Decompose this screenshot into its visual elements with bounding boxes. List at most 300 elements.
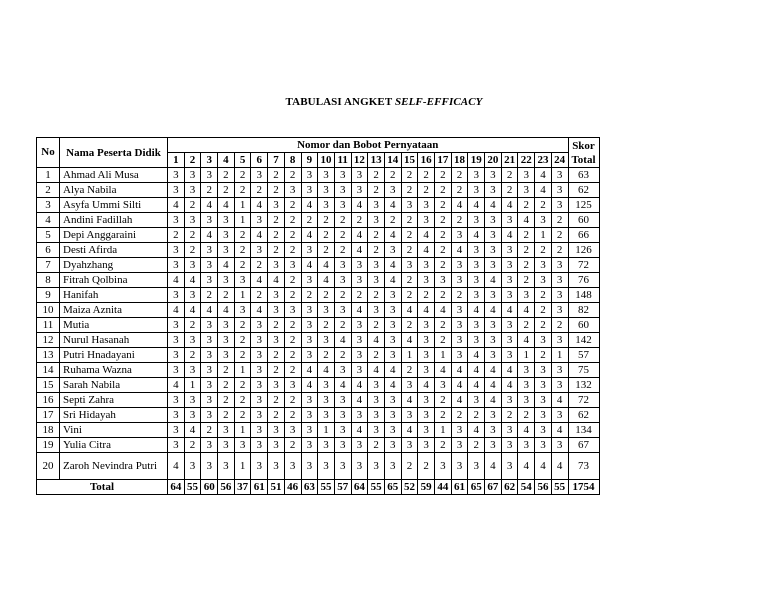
score-cell: 3: [535, 423, 552, 438]
table-row: [37, 168, 600, 183]
score-cell: 2: [535, 348, 552, 363]
score-cell: 4: [401, 333, 418, 348]
score-cell: 2: [401, 453, 418, 480]
score-cell: 4: [368, 333, 385, 348]
column-total: 65: [468, 480, 485, 495]
student-name: Septi Zahra: [60, 393, 168, 408]
student-name: Ruhama Wazna: [60, 363, 168, 378]
score-cell: 1: [435, 348, 452, 363]
score-cell: 2: [518, 198, 535, 213]
score-cell: 3: [368, 453, 385, 480]
score-cell: 3: [551, 333, 568, 348]
score-cell: 4: [351, 303, 368, 318]
score-cell: 4: [168, 453, 185, 480]
score-cell: 4: [301, 198, 318, 213]
score-cell: 4: [535, 453, 552, 480]
score-cell: 4: [501, 198, 518, 213]
score-cell: 3: [168, 423, 185, 438]
score-cell: 3: [334, 198, 351, 213]
score-cell: 3: [384, 453, 401, 480]
score-cell: 2: [401, 288, 418, 303]
score-cell: 4: [468, 378, 485, 393]
score-cell: 2: [551, 228, 568, 243]
score-cell: 2: [435, 228, 452, 243]
score-cell: 4: [334, 378, 351, 393]
header-item-20: 20: [485, 153, 502, 168]
score-cell: 3: [251, 378, 268, 393]
score-cell: 3: [501, 273, 518, 288]
score-cell: 3: [184, 408, 201, 423]
score-cell: 3: [451, 258, 468, 273]
score-cell: 3: [218, 213, 235, 228]
score-cell: 2: [401, 318, 418, 333]
score-cell: 4: [184, 423, 201, 438]
column-total: 55: [184, 480, 201, 495]
row-total: 63: [568, 168, 599, 183]
score-cell: 2: [334, 288, 351, 303]
student-name: Mutia: [60, 318, 168, 333]
score-cell: 3: [201, 243, 218, 258]
score-cell: 3: [334, 438, 351, 453]
score-cell: 2: [318, 228, 335, 243]
score-cell: 3: [318, 393, 335, 408]
score-cell: 2: [435, 183, 452, 198]
score-cell: 4: [418, 303, 435, 318]
score-cell: 4: [468, 303, 485, 318]
score-cell: 2: [268, 393, 285, 408]
table-row: [37, 183, 600, 198]
score-cell: 1: [551, 348, 568, 363]
header-item-19: 19: [468, 153, 485, 168]
score-cell: 3: [518, 363, 535, 378]
row-number: 1: [37, 168, 60, 183]
score-cell: 2: [401, 273, 418, 288]
score-cell: 3: [168, 438, 185, 453]
score-cell: 3: [551, 303, 568, 318]
score-cell: 4: [384, 198, 401, 213]
score-cell: 3: [418, 348, 435, 363]
score-cell: 2: [368, 318, 385, 333]
score-cell: 4: [518, 213, 535, 228]
score-cell: 4: [334, 333, 351, 348]
row-total: 75: [568, 363, 599, 378]
score-cell: 2: [234, 333, 251, 348]
score-cell: 3: [184, 288, 201, 303]
table-row: [37, 363, 600, 378]
student-name: Zaroh Nevindra Putri: [60, 453, 168, 480]
score-cell: 2: [518, 243, 535, 258]
table-row: [37, 213, 600, 228]
score-cell: 2: [418, 168, 435, 183]
score-cell: 2: [218, 393, 235, 408]
score-cell: 3: [301, 393, 318, 408]
score-cell: 3: [551, 258, 568, 273]
score-cell: 3: [468, 318, 485, 333]
header-item-11: 11: [334, 153, 351, 168]
row-total: 67: [568, 438, 599, 453]
score-cell: 3: [401, 408, 418, 423]
score-cell: 3: [351, 363, 368, 378]
header-item-14: 14: [384, 153, 401, 168]
score-cell: 2: [401, 183, 418, 198]
header-group: Nomor dan Bobot Pernyataan: [168, 138, 569, 153]
score-cell: 3: [435, 273, 452, 288]
score-cell: 2: [284, 213, 301, 228]
score-cell: 4: [351, 378, 368, 393]
column-total: 55: [368, 480, 385, 495]
score-cell: 3: [401, 438, 418, 453]
score-cell: 3: [551, 273, 568, 288]
score-cell: 3: [318, 183, 335, 198]
row-total: 66: [568, 228, 599, 243]
row-number: 12: [37, 333, 60, 348]
score-cell: 2: [435, 438, 452, 453]
score-cell: 3: [384, 438, 401, 453]
header-item-22: 22: [518, 153, 535, 168]
score-cell: 3: [334, 423, 351, 438]
student-name: Hanifah: [60, 288, 168, 303]
table-row: [37, 348, 600, 363]
score-cell: 2: [418, 453, 435, 480]
score-cell: 2: [318, 243, 335, 258]
column-total: 61: [451, 480, 468, 495]
score-cell: 3: [351, 168, 368, 183]
score-cell: 3: [301, 438, 318, 453]
column-total: 67: [485, 480, 502, 495]
header-name: Nama Peserta Didik: [60, 138, 168, 168]
score-cell: 3: [451, 333, 468, 348]
score-cell: 2: [451, 168, 468, 183]
score-cell: 2: [501, 168, 518, 183]
score-cell: 3: [301, 453, 318, 480]
score-cell: 2: [284, 243, 301, 258]
table-row: [37, 198, 600, 213]
score-cell: 3: [501, 213, 518, 228]
score-cell: 2: [518, 273, 535, 288]
row-number: 20: [37, 453, 60, 480]
score-cell: 3: [184, 393, 201, 408]
row-number: 19: [37, 438, 60, 453]
score-cell: 4: [451, 243, 468, 258]
score-cell: 1: [234, 453, 251, 480]
score-cell: 3: [468, 258, 485, 273]
score-cell: 2: [418, 288, 435, 303]
score-cell: 2: [451, 288, 468, 303]
header-item-1: 1: [168, 153, 185, 168]
header-item-16: 16: [418, 153, 435, 168]
score-cell: 3: [535, 333, 552, 348]
score-cell: 2: [368, 243, 385, 258]
score-cell: 4: [201, 303, 218, 318]
score-cell: 3: [184, 333, 201, 348]
row-total: 72: [568, 258, 599, 273]
score-cell: 3: [468, 453, 485, 480]
column-total: 63: [301, 480, 318, 495]
score-cell: 3: [551, 168, 568, 183]
score-cell: 3: [351, 408, 368, 423]
score-cell: 2: [401, 363, 418, 378]
score-cell: 4: [218, 258, 235, 273]
score-cell: 2: [318, 213, 335, 228]
score-cell: 3: [551, 438, 568, 453]
score-cell: 4: [468, 348, 485, 363]
score-cell: 3: [518, 168, 535, 183]
score-cell: 4: [351, 243, 368, 258]
score-cell: 3: [384, 408, 401, 423]
score-cell: 3: [318, 408, 335, 423]
score-cell: 3: [251, 423, 268, 438]
row-number: 9: [37, 288, 60, 303]
student-name: Dyahzhang: [60, 258, 168, 273]
row-total: 62: [568, 183, 599, 198]
score-cell: 1: [318, 423, 335, 438]
score-cell: 4: [401, 423, 418, 438]
score-cell: 4: [318, 363, 335, 378]
row-total: 134: [568, 423, 599, 438]
score-cell: 3: [418, 393, 435, 408]
score-cell: 4: [184, 303, 201, 318]
score-cell: 2: [234, 243, 251, 258]
header-item-7: 7: [268, 153, 285, 168]
score-cell: 2: [535, 303, 552, 318]
score-cell: 3: [251, 348, 268, 363]
score-cell: 3: [485, 243, 502, 258]
score-cell: 3: [201, 333, 218, 348]
score-cell: 3: [251, 168, 268, 183]
score-cell: 3: [334, 258, 351, 273]
score-cell: 3: [384, 333, 401, 348]
score-cell: 2: [301, 288, 318, 303]
score-cell: 3: [184, 213, 201, 228]
row-number: 6: [37, 243, 60, 258]
score-cell: 2: [284, 228, 301, 243]
score-cell: 3: [301, 183, 318, 198]
score-cell: 3: [218, 243, 235, 258]
score-cell: 3: [301, 408, 318, 423]
score-cell: 2: [334, 243, 351, 258]
student-name: Fitrah Qolbina: [60, 273, 168, 288]
score-cell: 3: [384, 423, 401, 438]
score-cell: 1: [234, 363, 251, 378]
table-row: [37, 423, 600, 438]
score-cell: 2: [234, 168, 251, 183]
student-name: Maiza Aznita: [60, 303, 168, 318]
score-cell: 3: [451, 423, 468, 438]
score-cell: 3: [435, 453, 452, 480]
score-cell: 4: [468, 423, 485, 438]
header-item-5: 5: [234, 153, 251, 168]
score-cell: 3: [301, 333, 318, 348]
student-name: Depi Anggaraini: [60, 228, 168, 243]
score-cell: 3: [168, 168, 185, 183]
score-cell: 4: [468, 228, 485, 243]
score-cell: 3: [284, 183, 301, 198]
row-total: 60: [568, 213, 599, 228]
score-cell: 2: [451, 408, 468, 423]
score-cell: 2: [535, 288, 552, 303]
row-total: 57: [568, 348, 599, 363]
score-cell: 3: [418, 363, 435, 378]
score-cell: 3: [168, 318, 185, 333]
student-name: Putri Hnadayani: [60, 348, 168, 363]
header-row-top: [37, 138, 600, 153]
column-total: 37: [234, 480, 251, 495]
score-cell: 2: [201, 183, 218, 198]
score-cell: 3: [301, 243, 318, 258]
table-row: [37, 303, 600, 318]
score-cell: 3: [384, 393, 401, 408]
score-cell: 2: [501, 408, 518, 423]
score-cell: 2: [418, 183, 435, 198]
score-cell: 3: [435, 378, 452, 393]
score-cell: 2: [501, 183, 518, 198]
score-cell: 3: [201, 168, 218, 183]
score-cell: 3: [318, 438, 335, 453]
score-cell: 4: [384, 273, 401, 288]
score-cell: 2: [284, 198, 301, 213]
score-cell: 2: [234, 258, 251, 273]
score-cell: 2: [218, 378, 235, 393]
score-cell: 4: [201, 228, 218, 243]
score-cell: 4: [251, 228, 268, 243]
score-cell: 2: [318, 318, 335, 333]
score-cell: 4: [535, 168, 552, 183]
score-cell: 2: [184, 438, 201, 453]
column-total: 55: [318, 480, 335, 495]
score-cell: 3: [218, 453, 235, 480]
score-cell: 4: [518, 333, 535, 348]
score-cell: 3: [268, 198, 285, 213]
table-row: [37, 228, 600, 243]
header-skor: Skor Total: [568, 138, 599, 168]
score-cell: 3: [501, 288, 518, 303]
score-cell: 1: [234, 288, 251, 303]
score-cell: 4: [518, 453, 535, 480]
score-cell: 2: [234, 378, 251, 393]
score-cell: 4: [251, 273, 268, 288]
score-cell: 2: [368, 168, 385, 183]
row-number: 14: [37, 363, 60, 378]
score-cell: 2: [251, 288, 268, 303]
score-cell: 4: [485, 198, 502, 213]
score-cell: 3: [168, 258, 185, 273]
student-name: Desti Afirda: [60, 243, 168, 258]
score-cell: 3: [535, 408, 552, 423]
score-cell: 1: [184, 378, 201, 393]
score-cell: 2: [318, 288, 335, 303]
score-cell: 3: [184, 363, 201, 378]
score-cell: 3: [268, 453, 285, 480]
score-cell: 3: [551, 198, 568, 213]
score-cell: 4: [351, 198, 368, 213]
score-cell: 4: [501, 228, 518, 243]
score-cell: 3: [551, 408, 568, 423]
score-cell: 2: [535, 243, 552, 258]
score-cell: 3: [485, 213, 502, 228]
column-total: 57: [334, 480, 351, 495]
column-total: 52: [401, 480, 418, 495]
table-row: [37, 258, 600, 273]
score-cell: 3: [518, 438, 535, 453]
score-cell: 2: [435, 318, 452, 333]
score-cell: 2: [168, 228, 185, 243]
header-item-15: 15: [401, 153, 418, 168]
score-cell: 3: [368, 258, 385, 273]
score-cell: 4: [485, 453, 502, 480]
score-cell: 4: [184, 273, 201, 288]
score-cell: 3: [368, 393, 385, 408]
score-cell: 3: [334, 303, 351, 318]
score-cell: 3: [485, 318, 502, 333]
score-cell: 3: [401, 258, 418, 273]
score-cell: 3: [218, 438, 235, 453]
score-cell: 3: [418, 213, 435, 228]
column-total: 60: [201, 480, 218, 495]
score-cell: 4: [301, 228, 318, 243]
column-total: 44: [435, 480, 452, 495]
score-cell: 2: [368, 348, 385, 363]
table-row: [37, 273, 600, 288]
score-cell: 3: [184, 453, 201, 480]
column-total: 56: [218, 480, 235, 495]
score-cell: 4: [485, 378, 502, 393]
score-cell: 1: [234, 198, 251, 213]
score-cell: 2: [268, 213, 285, 228]
score-cell: 3: [451, 273, 468, 288]
score-cell: 2: [218, 168, 235, 183]
score-cell: 3: [351, 348, 368, 363]
header-item-13: 13: [368, 153, 385, 168]
score-cell: 2: [284, 273, 301, 288]
score-cell: 3: [168, 393, 185, 408]
score-cell: 2: [201, 288, 218, 303]
score-cell: 3: [201, 438, 218, 453]
score-cell: 3: [535, 213, 552, 228]
score-cell: 3: [334, 168, 351, 183]
score-cell: 4: [168, 198, 185, 213]
score-cell: 2: [435, 168, 452, 183]
column-total: 61: [251, 480, 268, 495]
score-cell: 4: [418, 378, 435, 393]
score-cell: 3: [334, 453, 351, 480]
header-item-2: 2: [184, 153, 201, 168]
row-total: 82: [568, 303, 599, 318]
score-cell: 2: [435, 333, 452, 348]
score-cell: 3: [251, 243, 268, 258]
header-item-23: 23: [535, 153, 552, 168]
score-cell: 3: [268, 423, 285, 438]
score-cell: 3: [351, 318, 368, 333]
score-cell: 4: [351, 393, 368, 408]
header-item-8: 8: [284, 153, 301, 168]
score-cell: 3: [201, 393, 218, 408]
score-cell: 3: [268, 288, 285, 303]
score-cell: 3: [485, 333, 502, 348]
score-cell: 2: [334, 348, 351, 363]
score-cell: 2: [284, 168, 301, 183]
score-cell: 4: [485, 363, 502, 378]
score-cell: 2: [435, 243, 452, 258]
row-number: 11: [37, 318, 60, 333]
score-cell: 2: [435, 198, 452, 213]
score-cell: 4: [318, 258, 335, 273]
score-cell: 3: [318, 378, 335, 393]
row-number: 2: [37, 183, 60, 198]
table-row: [37, 333, 600, 348]
score-cell: 3: [485, 228, 502, 243]
student-name: Sri Hidayah: [60, 408, 168, 423]
score-cell: 3: [501, 243, 518, 258]
